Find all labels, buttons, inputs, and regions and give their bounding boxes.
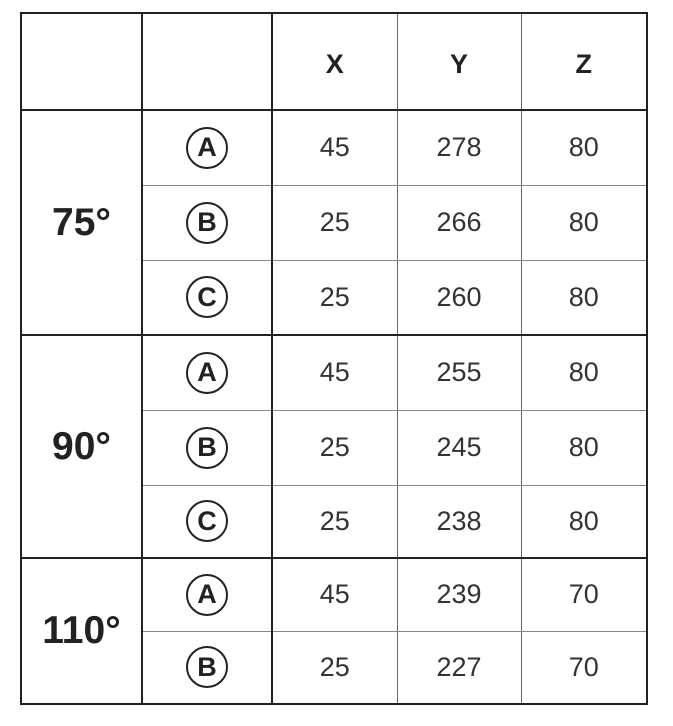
circled-label: A [186, 352, 228, 394]
header-row [21, 13, 647, 110]
value-y: 227 [397, 631, 521, 704]
value-z: 80 [521, 185, 647, 260]
value-z: 80 [521, 260, 647, 335]
value-y: 239 [397, 558, 521, 631]
table-row [21, 558, 647, 631]
header-z: Z [521, 13, 647, 110]
value-x: 45 [272, 110, 397, 185]
circled-label: A [186, 574, 228, 616]
row-label-cell [142, 335, 272, 410]
circled-label: B [186, 646, 228, 688]
table-row [21, 335, 647, 410]
table-row [21, 110, 647, 185]
value-x: 45 [272, 335, 397, 410]
empty-label-header-cell [142, 13, 272, 110]
value-z: 70 [521, 558, 647, 631]
angle-cell-110: 110° [21, 558, 142, 704]
value-x: 25 [272, 410, 397, 485]
value-z: 80 [521, 110, 647, 185]
row-label-cell [142, 410, 272, 485]
circled-label: B [186, 427, 228, 469]
row-label-cell [142, 185, 272, 260]
value-x: 25 [272, 631, 397, 704]
dimension-table-container [20, 12, 648, 705]
value-z: 80 [521, 410, 647, 485]
value-y: 278 [397, 110, 521, 185]
header-x: X [272, 13, 397, 110]
value-y: 266 [397, 185, 521, 260]
row-label-cell [142, 260, 272, 335]
value-x: 25 [272, 260, 397, 335]
value-y: 238 [397, 485, 521, 558]
value-x: 25 [272, 485, 397, 558]
value-y: 255 [397, 335, 521, 410]
value-z: 80 [521, 335, 647, 410]
value-z: 80 [521, 485, 647, 558]
circled-label: A [186, 127, 228, 169]
circled-label: C [186, 500, 228, 542]
circled-label: B [186, 202, 228, 244]
value-x: 45 [272, 558, 397, 631]
empty-corner-cell [21, 13, 142, 110]
angle-cell-90: 90° [21, 335, 142, 558]
angle-cell-75: 75° [21, 110, 142, 335]
dimension-table [20, 12, 648, 705]
value-z: 70 [521, 631, 647, 704]
header-y: Y [397, 13, 521, 110]
circled-label: C [186, 276, 228, 318]
value-y: 245 [397, 410, 521, 485]
row-label-cell [142, 485, 272, 558]
row-label-cell [142, 110, 272, 185]
row-label-cell [142, 631, 272, 704]
value-x: 25 [272, 185, 397, 260]
value-y: 260 [397, 260, 521, 335]
row-label-cell [142, 558, 272, 631]
